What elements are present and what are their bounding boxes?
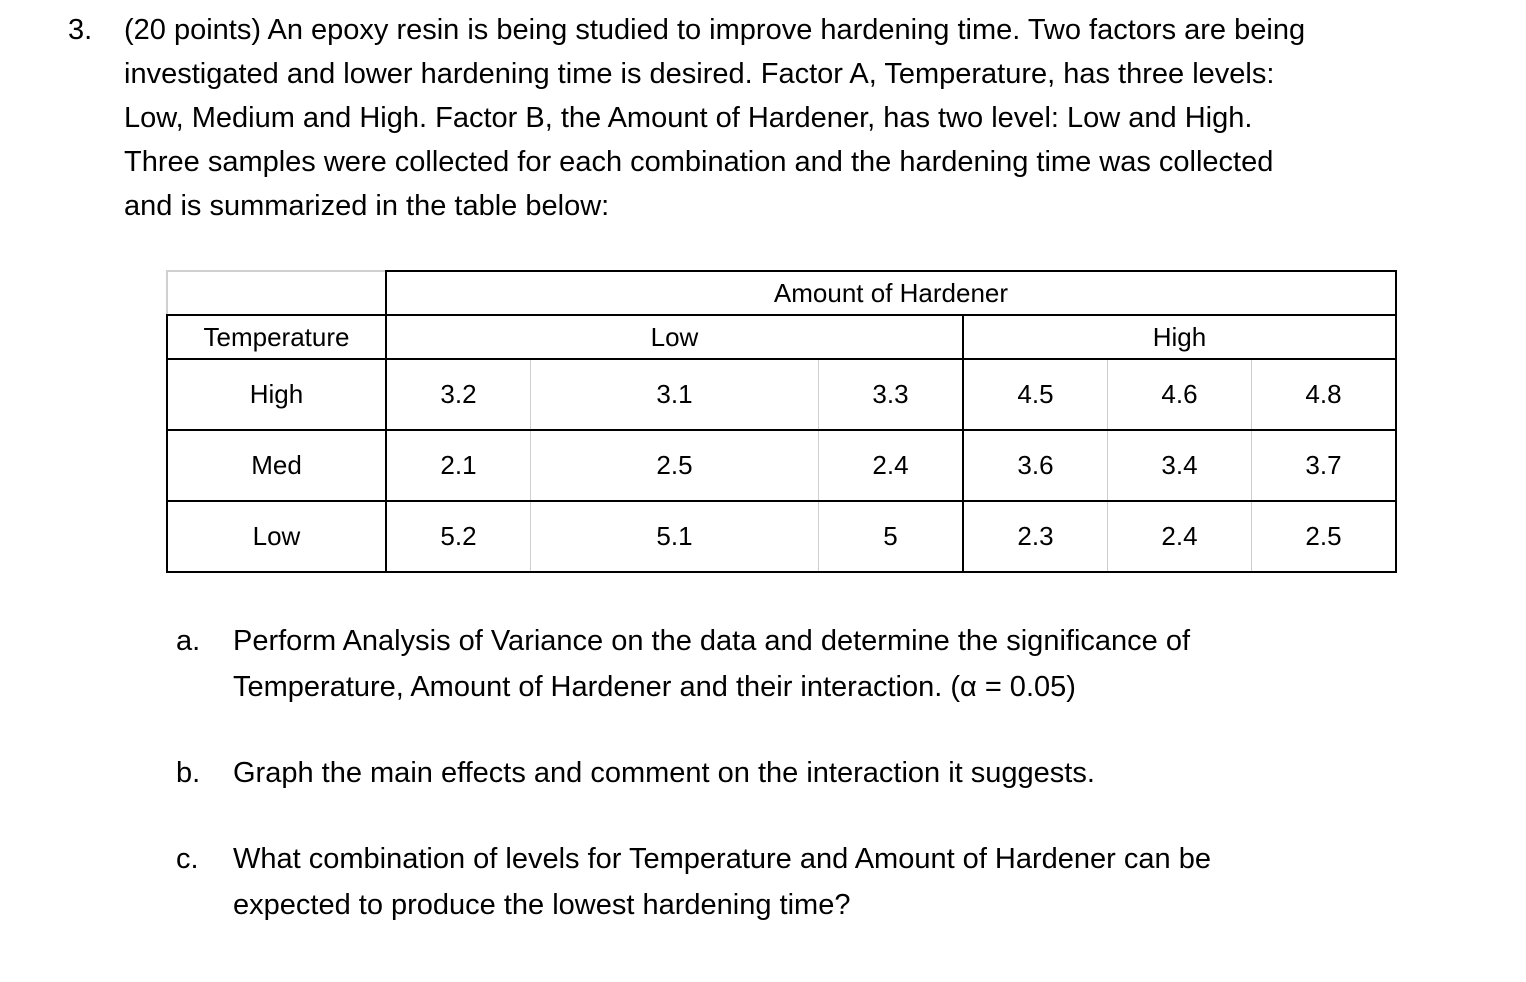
table-cell: 5.2 [386, 501, 531, 572]
hardener-low-header: Low [386, 315, 963, 359]
table-cell: 3.4 [1108, 430, 1252, 501]
table-cell: 2.4 [1108, 501, 1252, 572]
table-row [167, 359, 1396, 430]
row-label: Med [167, 430, 386, 501]
row-label: High [167, 359, 386, 430]
amount-of-hardener-header: Amount of Hardener [386, 271, 1396, 315]
part-label: a. [176, 625, 201, 657]
table-cell: 3.6 [963, 430, 1108, 501]
temperature-header: Temperature [167, 315, 386, 359]
problem-statement [68, 8, 1498, 228]
part-b [176, 750, 1211, 796]
table-cell: 3.7 [1252, 430, 1397, 501]
table-cell: 3.1 [531, 359, 819, 430]
table-cell: 3.2 [386, 359, 531, 430]
problem-line: and is summarized in the table below: [124, 190, 610, 222]
table-cell: 2.1 [386, 430, 531, 501]
table-cell: 5.1 [531, 501, 819, 572]
part-text [233, 618, 1211, 710]
problem-line: investigated and lower hardening time is desired. Factor A, Temperature, has three levels: [124, 58, 1275, 90]
hardener-high-header: High [963, 315, 1396, 359]
part-text [233, 836, 1211, 928]
problem-text [124, 8, 1484, 228]
table-row [167, 430, 1396, 501]
table-corner-cell [167, 271, 386, 315]
problem-line: (20 points) An epoxy resin is being studied to improve hardening time. Two factors are being [124, 14, 1306, 46]
part-line: What combination of levels for Temperature and Amount of Hardener can be [233, 843, 1211, 875]
table-row [167, 501, 1396, 572]
table-subheader-row [167, 315, 1396, 359]
table-cell: 2.5 [531, 430, 819, 501]
table-cell: 2.5 [1252, 501, 1397, 572]
part-label: b. [176, 757, 201, 789]
problem-number: 3. [68, 14, 93, 46]
table-cell: 2.3 [963, 501, 1108, 572]
table-cell: 5 [819, 501, 964, 572]
part-line: expected to produce the lowest hardening time? [233, 889, 851, 921]
part-a [176, 618, 1211, 710]
part-line: Temperature, Amount of Hardener and their interaction. (α = 0.05) [233, 671, 1076, 703]
table-cell: 4.5 [963, 359, 1108, 430]
part-text [233, 750, 1211, 796]
hardening-time-table [166, 270, 1397, 573]
table-cell: 3.3 [819, 359, 964, 430]
problem-line: Low, Medium and High. Factor B, the Amount of Hardener, has two level: Low and High. [124, 102, 1253, 134]
table-cell: 4.6 [1108, 359, 1252, 430]
part-line: Graph the main effects and comment on the interaction it suggests. [233, 757, 1095, 789]
problem-line: Three samples were collected for each combination and the hardening time was collected [124, 146, 1274, 178]
part-line: Perform Analysis of Variance on the data and determine the significance of [233, 625, 1191, 657]
part-label: c. [176, 843, 199, 875]
row-label: Low [167, 501, 386, 572]
table-cell: 2.4 [819, 430, 964, 501]
question-parts [176, 618, 1211, 928]
table-header-row [167, 271, 1396, 315]
table-cell: 4.8 [1252, 359, 1397, 430]
part-c [176, 836, 1211, 928]
